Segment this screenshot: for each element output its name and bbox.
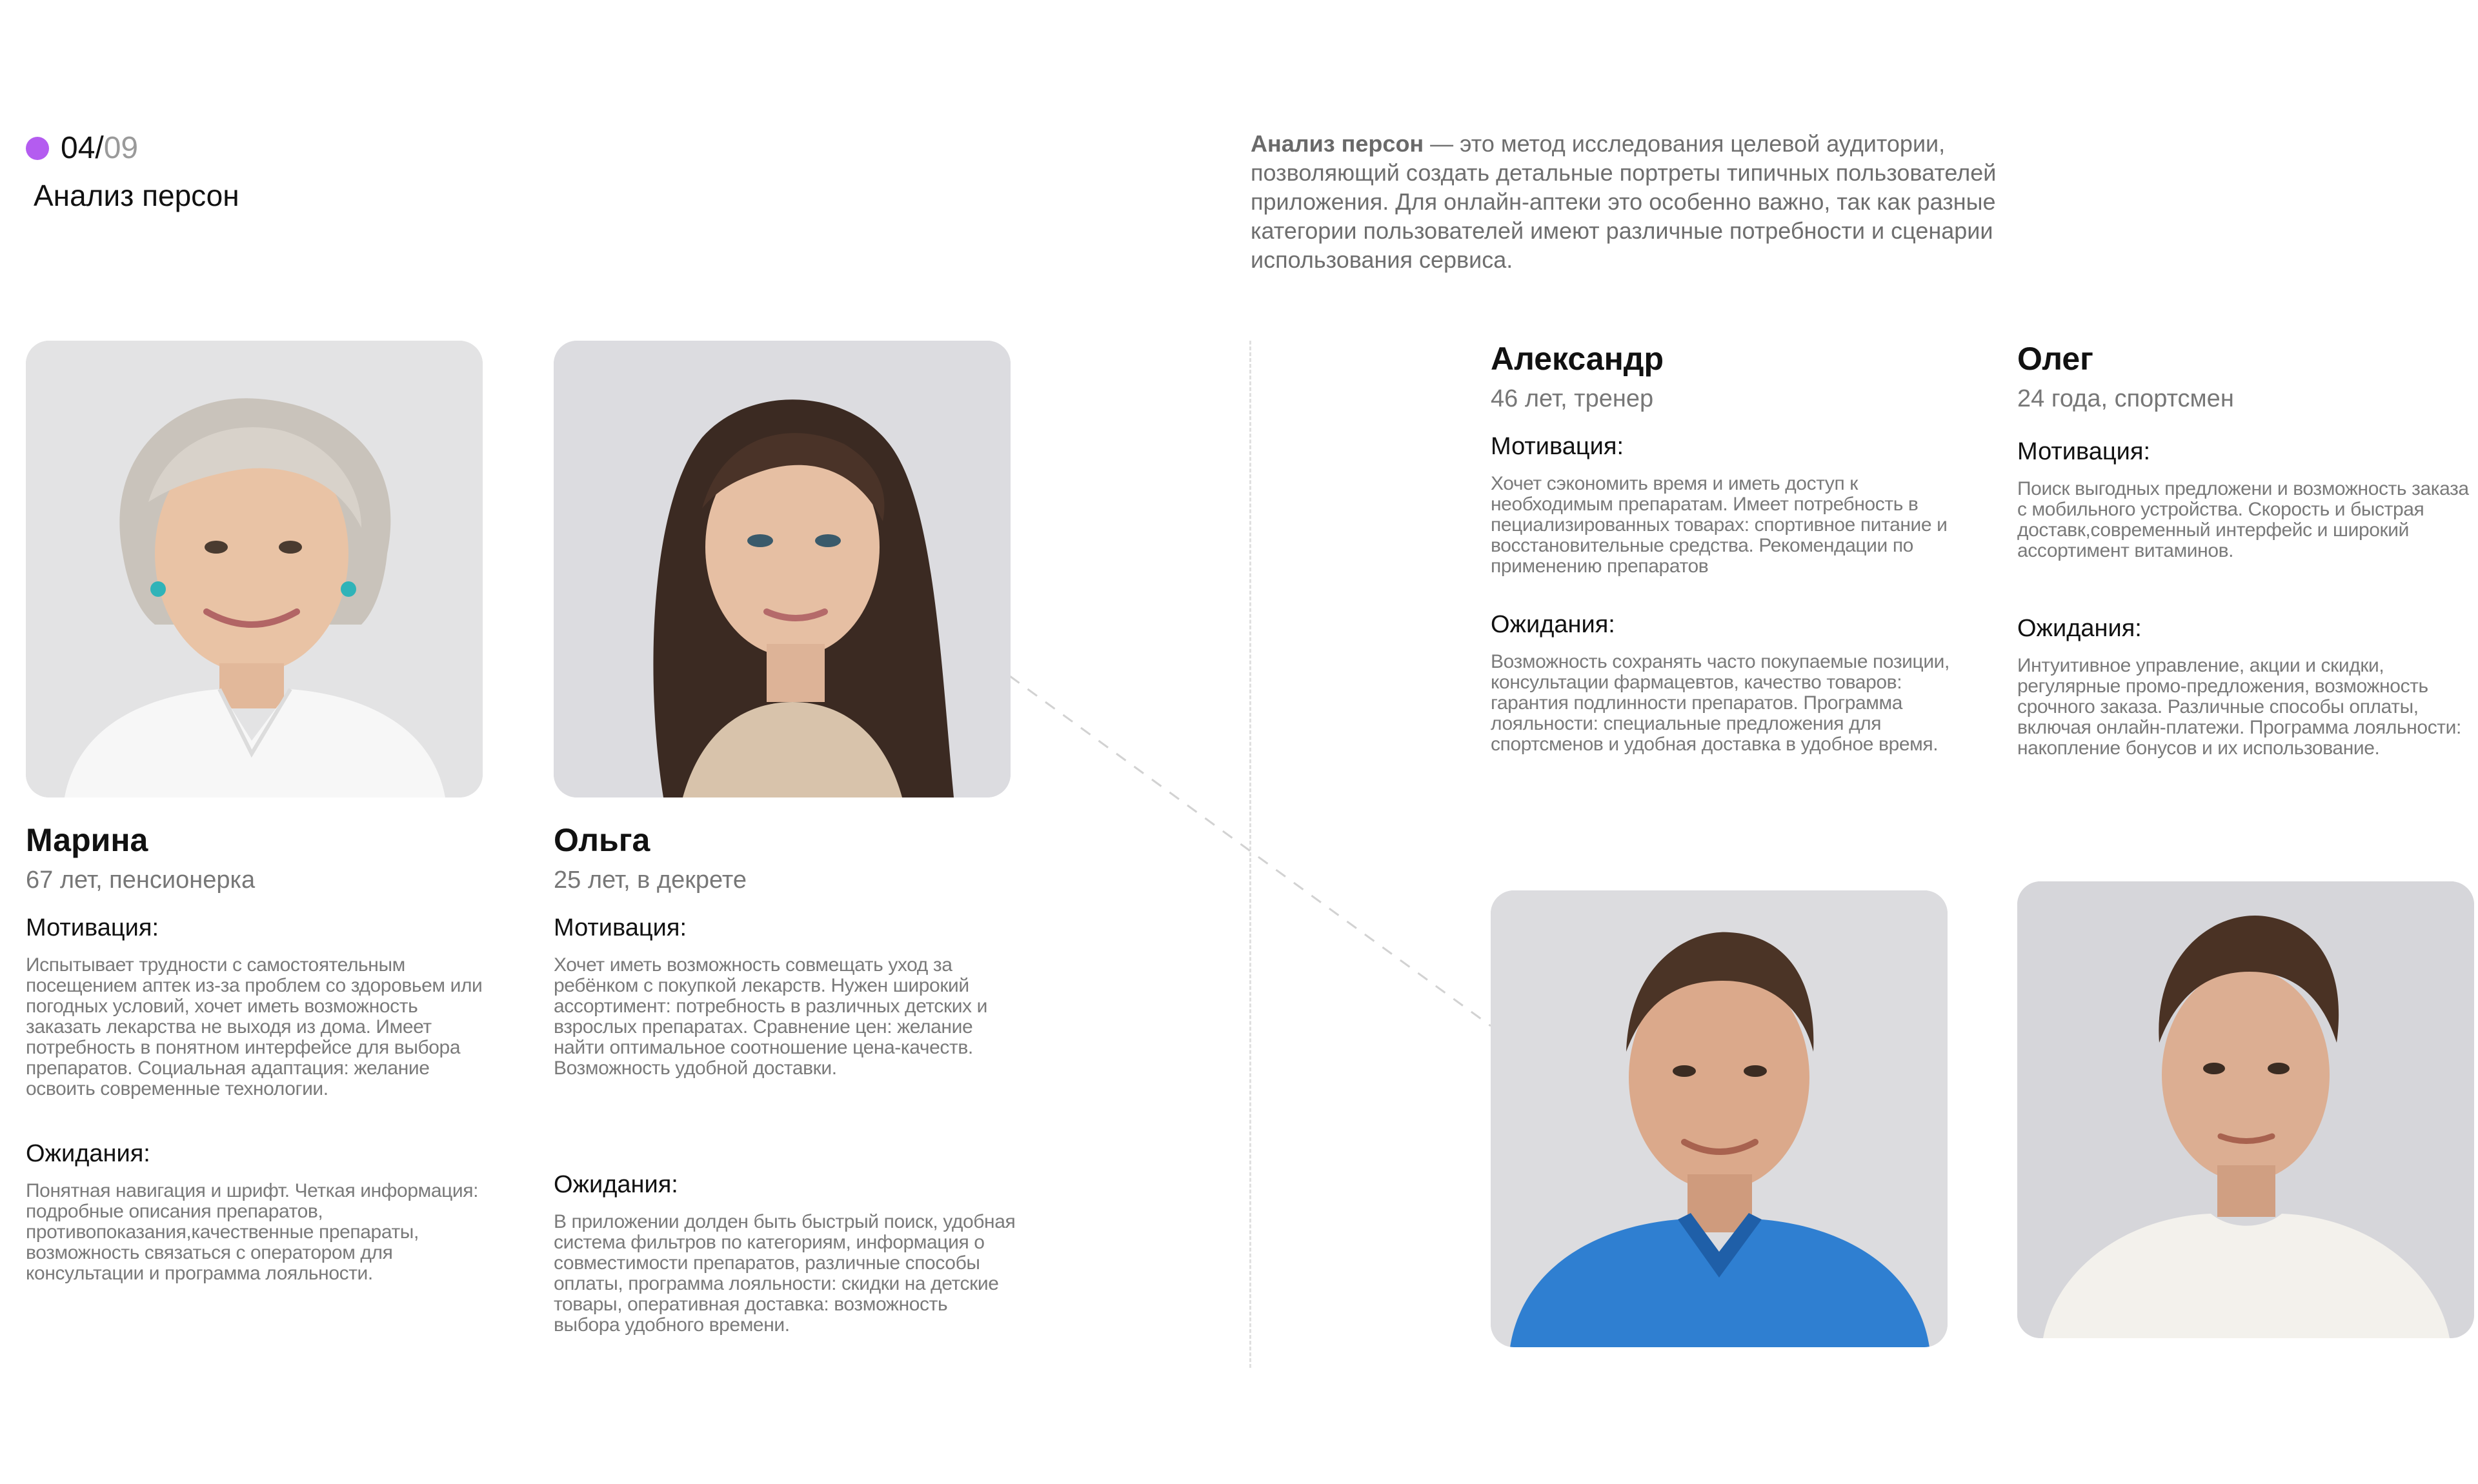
expectations-heading: Ожидания:: [554, 1171, 678, 1198]
persona-subtitle: 46 лет, тренер: [1491, 385, 1654, 412]
motivation-text: Хочет иметь возможность совмещать уход за ребёнком с покупкой лекарств. Нужен широкий ассортимент: потребность в различных детских и взрослых препаратах. Сравнение цен: желание найти оптимальное соотношение цена-качеств. Возможность удобной доставки.: [554, 954, 987, 1079]
motivation-heading: Мотивация:: [1491, 433, 1624, 460]
motivation-heading: Мотивация:: [554, 914, 687, 941]
section-divider: [1249, 341, 1251, 1368]
page-total: 09: [103, 131, 139, 165]
motivation-text: Поиск выгодных предложени и возможность заказа с мобильного устройства. Скорость и быстрая доставк,современный интерфейс и широкий ассортимент витаминов.: [2017, 478, 2469, 561]
persona-name: Александр: [1491, 341, 1664, 377]
motivation-text: Испытывает трудности с самостоятельным посещением аптек из-за проблем со здоровьем или погодных условий, хочет иметь возможность заказать лекарства не выходя из дома. Имеет потребность в понятном интерфейсе для выбора препаратов. Социальная адаптация: желание освоить современные технологии.: [26, 954, 483, 1099]
motivation-heading: Мотивация:: [2017, 438, 2151, 465]
persona-name: Олег: [2017, 341, 2093, 377]
page-current: 04: [61, 131, 96, 165]
persona-name: Ольга: [554, 822, 650, 858]
persona-subtitle: 25 лет, в декрете: [554, 867, 747, 894]
page-counter: [26, 128, 239, 169]
portrait-man-blue-polo-icon: [1491, 890, 1948, 1347]
persona-card-alexander: [1491, 339, 1955, 755]
accent-dot-icon: [26, 137, 49, 160]
page-title: Анализ персон: [34, 179, 239, 212]
persona-subtitle: 24 года, спортсмен: [2017, 385, 2234, 412]
motivation-text: Хочет сэкономить время и иметь доступ к необходимым препаратам. Имеет потребность в пециализированных товарах: спортивное питание и восстановительные средства. Рекомендации по применению препаратов: [1491, 473, 1948, 577]
expectations-text: В приложении долден быть быстрый поиск, удобная система фильтров по категориям, информация о совместимости препаратов, различные способы оплаты, программа лояльности: скидки на детские товары, оперативная доставка: возможность выбора удобного времени.: [554, 1211, 1016, 1336]
expectations-heading: Ожидания:: [26, 1140, 150, 1167]
expectations-heading: Ожидания:: [1491, 611, 1615, 638]
persona-card-oleg: [2017, 339, 2478, 759]
expectations-text: Возможность сохранять часто покупаемые позиции, консультации фармацевтов, качество товаров: гарантия подлинности препаратов. Программа лояльности: специальные предложения для спортсменов и удобная доставка в удобное время.: [1491, 651, 1949, 755]
persona-card-marina: [26, 821, 490, 1284]
persona-photo-oleg: [2017, 881, 2474, 1338]
portrait-young-man-sweater-icon: [2017, 881, 2474, 1338]
persona-card-olga: [554, 821, 1018, 1336]
intro-lead: Анализ персон: [1251, 130, 1424, 157]
portrait-young-woman-icon: [554, 341, 1011, 797]
page-separator: /: [95, 131, 104, 165]
expectations-text: Понятная навигация и шрифт. Четкая информация: подробные описания препаратов, противопоказания,качественные препараты, возможность связаться с оператором для консультации и программа лояльности.: [26, 1180, 479, 1284]
persona-name: Марина: [26, 822, 148, 858]
expectations-heading: Ожидания:: [2017, 615, 2142, 642]
motivation-heading: Мотивация:: [26, 914, 159, 941]
portrait-elderly-woman-icon: [26, 341, 483, 797]
persona-photo-alexander: [1491, 890, 1948, 1347]
intro-text: — это метод исследования целевой аудитории, позволяющий создать детальные портреты типичных пользователей приложения. Для онлайн-аптеки это особенно важно, так как разные категории пользователей имеют различные потребности и сценарии использования сервиса.: [1251, 130, 1997, 273]
persona-photo-marina: [26, 341, 483, 797]
intro-paragraph: [1251, 129, 1999, 274]
persona-subtitle: 67 лет, пенсионерка: [26, 867, 256, 894]
expectations-text: Интуитивное управление, акции и скидки, регулярные промо-предложения, возможность срочного заказа. Различные способы оплаты, включая онлайн-платежи. Программа лояльности: накопление бонусов и их использование.: [2017, 655, 2461, 759]
page-header: [26, 128, 239, 213]
persona-photo-olga: [554, 341, 1011, 797]
